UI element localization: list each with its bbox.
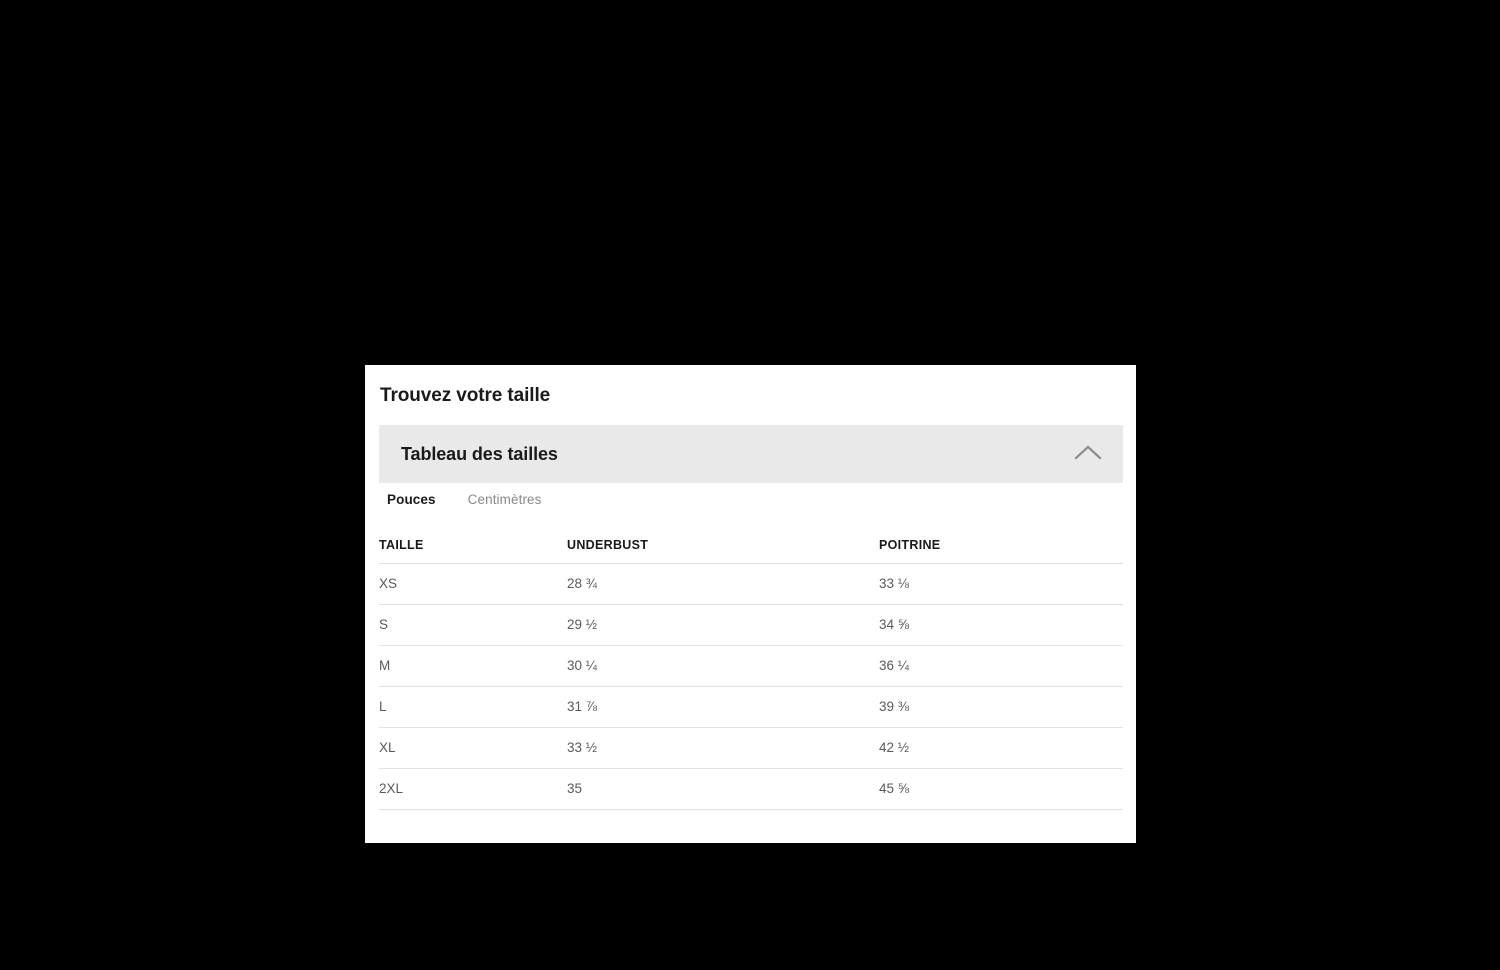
cell-size: 2XL: [379, 768, 567, 809]
cell-underbust: 35: [567, 768, 879, 809]
table-row: [379, 604, 1123, 645]
table-row: [379, 768, 1123, 809]
column-header-size: TAILLE: [379, 527, 567, 563]
size-table-body: [379, 563, 1123, 809]
size-table-container: [379, 527, 1123, 810]
page-title: Trouvez votre taille: [380, 385, 551, 406]
size-chart-accordion-label: Tableau des tailles: [401, 443, 558, 464]
table-row: [379, 563, 1123, 604]
table-header-row: [379, 527, 1123, 563]
size-guide-modal: [365, 365, 1136, 843]
cell-chest: 39 ⅜: [879, 686, 1123, 727]
cell-size: L: [379, 686, 567, 727]
size-table-head: [379, 527, 1123, 563]
cell-underbust: 28 ¾: [567, 563, 879, 604]
cell-underbust: 29 ½: [567, 604, 879, 645]
column-header-chest: POITRINE: [879, 527, 1123, 563]
chevron-up-icon[interactable]: [1071, 437, 1105, 471]
tab-inches[interactable]: Pouces: [387, 492, 436, 507]
size-table: [379, 527, 1123, 810]
cell-chest: 33 ⅛: [879, 563, 1123, 604]
table-row: [379, 727, 1123, 768]
tab-centimeters[interactable]: Centimètres: [467, 492, 542, 507]
cell-chest: 34 ⅝: [879, 604, 1123, 645]
cell-size: XL: [379, 727, 567, 768]
cell-size: S: [379, 604, 567, 645]
table-row: [379, 686, 1123, 727]
unit-tabs: [379, 489, 1123, 527]
cell-chest: 36 ¼: [879, 645, 1123, 686]
cell-size: M: [379, 645, 567, 686]
size-chart-accordion-header[interactable]: [379, 425, 1123, 483]
cell-underbust: 31 ⅞: [567, 686, 879, 727]
cell-underbust: 30 ¼: [567, 645, 879, 686]
cell-chest: 45 ⅝: [879, 768, 1123, 809]
cell-underbust: 33 ½: [567, 727, 879, 768]
table-row: [379, 645, 1123, 686]
cell-chest: 42 ½: [879, 727, 1123, 768]
column-header-underbust: UNDERBUST: [567, 527, 879, 563]
cell-size: XS: [379, 563, 567, 604]
